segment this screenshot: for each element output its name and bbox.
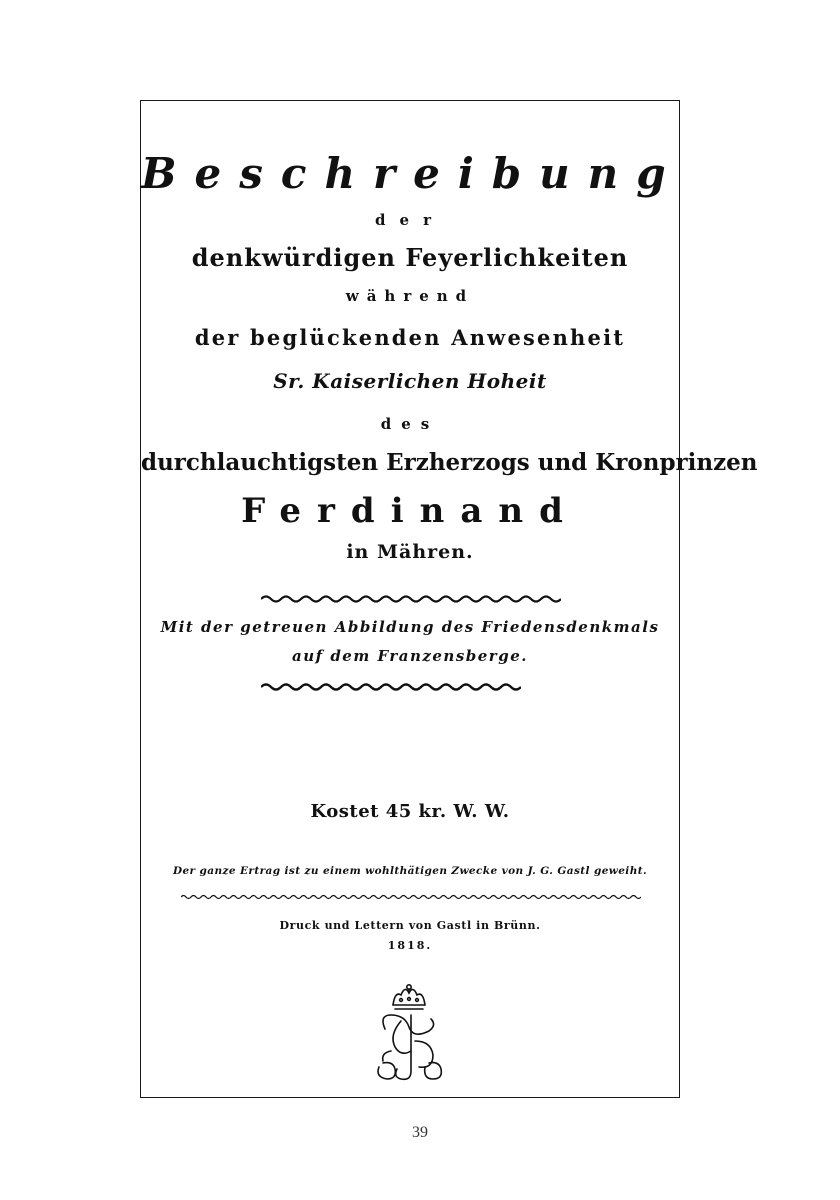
year-line: 1818. bbox=[387, 939, 433, 952]
wavy-rule-top bbox=[261, 593, 561, 605]
title-line-denkwuerdigen: denkwürdigen Feyerlichkeiten bbox=[191, 243, 629, 272]
title-line-beglueckenden: der beglückenden Anwesenheit bbox=[194, 325, 626, 350]
wavy-rule-bottom bbox=[261, 681, 521, 693]
title-line-des: des bbox=[380, 415, 440, 433]
subtitle-line-2: auf dem Franzensberge. bbox=[292, 647, 528, 665]
crowned-monogram-icon bbox=[371, 981, 447, 1087]
page-number: 39 bbox=[412, 1124, 428, 1141]
title-line-der: der bbox=[375, 211, 445, 229]
thin-wavy-rule bbox=[181, 893, 641, 901]
title-line-durchlauchtigsten: durchlauchtigsten Erzherzogs und Kronprinzen bbox=[141, 449, 758, 476]
title-line-hoheit: Sr. Kaiserlichen Hoheit bbox=[273, 369, 547, 393]
printer-line: Druck und Lettern von Gastl in Brünn. bbox=[279, 919, 541, 932]
price-line: Kostet 45 kr. W. W. bbox=[310, 801, 510, 822]
title-line-maehren: in Mähren. bbox=[346, 541, 474, 563]
subtitle-line-1: Mit der getreuen Abbildung des Friedensdenkmals bbox=[160, 618, 660, 636]
title-line-name: Ferdinand bbox=[241, 491, 579, 531]
dedication-line: Der ganze Ertrag ist zu einem wohlthätigen Zwecke von J. G. Gastl geweiht. bbox=[172, 865, 648, 877]
title-page-frame bbox=[140, 100, 758, 1098]
book-title: Beschreibung bbox=[141, 149, 684, 198]
title-line-waehrend: während bbox=[345, 287, 475, 305]
